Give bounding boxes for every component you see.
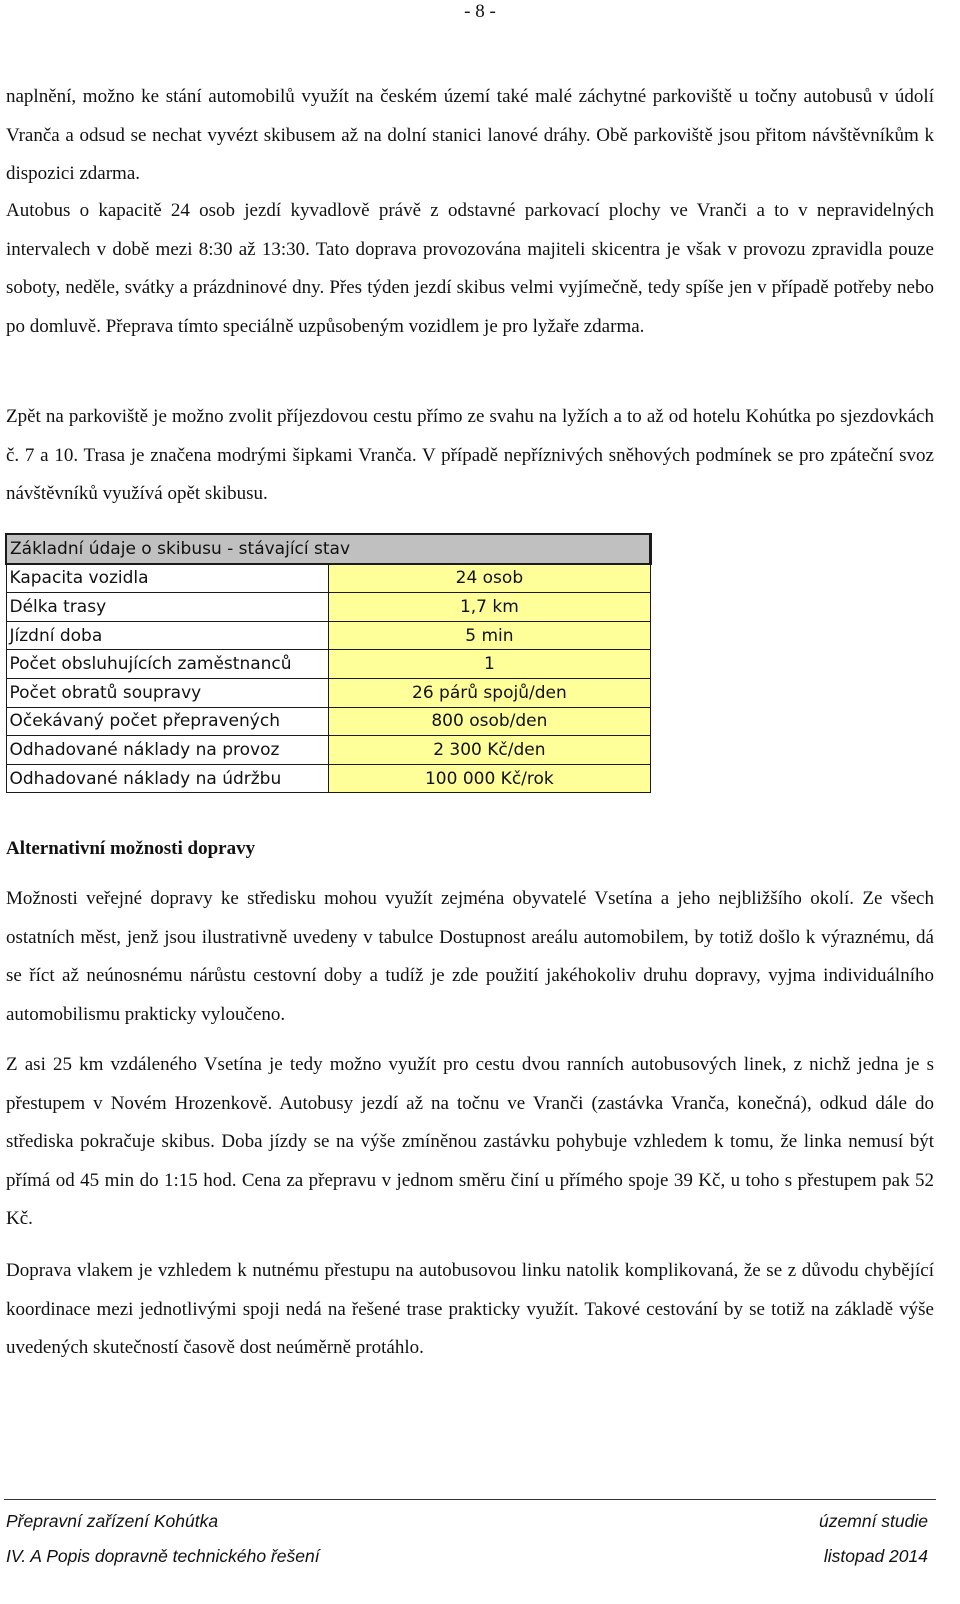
footer-document-type: územní studie [819,1511,928,1531]
table-row [6,707,651,736]
table-title: Základní údaje o skibusu - stávající stav [6,534,651,564]
footer-date: listopad 2014 [823,1546,928,1566]
row-value: 1,7 km [328,593,650,622]
table-row [6,678,651,707]
row-value: 2 300 Kč/den [328,736,650,765]
row-value: 5 min [328,621,650,650]
row-value: 24 osob [328,564,650,593]
row-label: Odhadované náklady na údržbu [6,764,328,793]
paragraph-train: Doprava vlakem je vzhledem k nutnému přestupu na autobusovou linku natolik komplikovaná, že se z důvodu chybějící koordinace mezi jednotlivými spoji nedá na řešené trase prakticky využít. Takové cestování by se totiž na základě výše uvedených skutečností časově dost neúměrně protáhlo. [6,1260,934,1358]
paragraph-public-transport: Možnosti veřejné dopravy ke středisku mohou využít zejména obyvatelé Vsetína a jeho nejbližšího okolí. Ze všech ostatních měst, jenž jsou ilustrativně uvedeny v tabulce Dostupnost areálu automobilem, by totiž došlo k výraznému, dá se říct až neúnosnému nárůstu cestovní doby a tudíž je zde použití jakéhokoliv druhu dopravy, vyjma individuálního automobilismu prakticky vyloučeno. [6,888,934,1025]
row-label: Kapacita vozidla [6,564,328,593]
row-label: Délka trasy [6,593,328,622]
page-number: - 8 - [464,1,496,22]
row-label: Jízdní doba [6,621,328,650]
row-label: Počet obratů soupravy [6,678,328,707]
footer-divider [4,1499,936,1500]
row-label: Očekávaný počet přepravených [6,707,328,736]
row-value: 1 [328,650,650,679]
footer-project-name: Přepravní zařízení Kohútka [6,1511,219,1531]
row-label: Počet obsluhujících zaměstnanců [6,650,328,679]
table-row [6,736,651,765]
table-row [6,564,651,593]
table-header-row [6,534,651,564]
paragraph-return-route: Zpět na parkoviště je možno zvolit příjezdovou cestu přímo ze svahu na lyžích a to až od hotelu Kohútka po sjezdovkách č. 7 a 10. Trasa je značena modrými šipkami Vranča. V případě nepříznivých sněhových podmínek se pro zpáteční svoz návštěvníků využívá opět skibusu. [6,406,934,504]
row-value: 800 osob/den [328,707,650,736]
row-value: 26 párů spojů/den [328,678,650,707]
table-row [6,593,651,622]
table-row [6,764,651,793]
paragraph-parking: naplnění, možno ke stání automobilů využít na českém území také malé záchytné parkoviště u točny autobusů v údolí Vranča a odsud se nechat vyvézt skibusem až na dolní stanici lanové dráhy. Obě parkoviště jsou přitom návštěvníkům k dispozici zdarma. [6,86,934,184]
paragraph-bus-lines: Z asi 25 km vzdáleného Vsetína je tedy možno využít pro cestu dvou ranních autobusových linek, z nichž jedna je s přestupem v Novém Hrozenkově. Autobusy jezdí až na točnu ve Vranči (zastávka Vranča, konečná), odkud dále do střediska pokračuje skibus. Doba jízdy se na výše zmíněnou zastávku pohybuje vzhledem k tomu, že linka nemusí být přímá od 45 min do 1:15 hod. Cena za přepravu v jednom směru činí u přímého spoje 39 Kč, u toho s přestupem pak 52 Kč. [6,1054,934,1229]
row-label: Odhadované náklady na provoz [6,736,328,765]
paragraph-bus-service: Autobus o kapacitě 24 osob jezdí kyvadlově právě z odstavné parkovací plochy ve Vranči a to v nepravidelných intervalech v době mezi 8:30 až 13:30. Tato doprava provozována majiteli skicentra je však v provozu zpravidla pouze soboty, neděle, svátky a prázdninové dny. Přes týden jezdí skibus velmi vyjímečně, tedy spíše jen v případě potřeby nebo po domluvě. Přeprava tímto speciálně uzpůsobeným vozidlem je pro lyžaře zdarma. [6,200,934,337]
table-row [6,650,651,679]
skibus-data-table [5,533,652,793]
row-value: 100 000 Kč/rok [328,764,650,793]
section-heading: Alternativní možnosti dopravy [6,838,256,859]
table-row [6,621,651,650]
footer-section-name: IV. A Popis dopravně technického řešení [6,1546,320,1566]
